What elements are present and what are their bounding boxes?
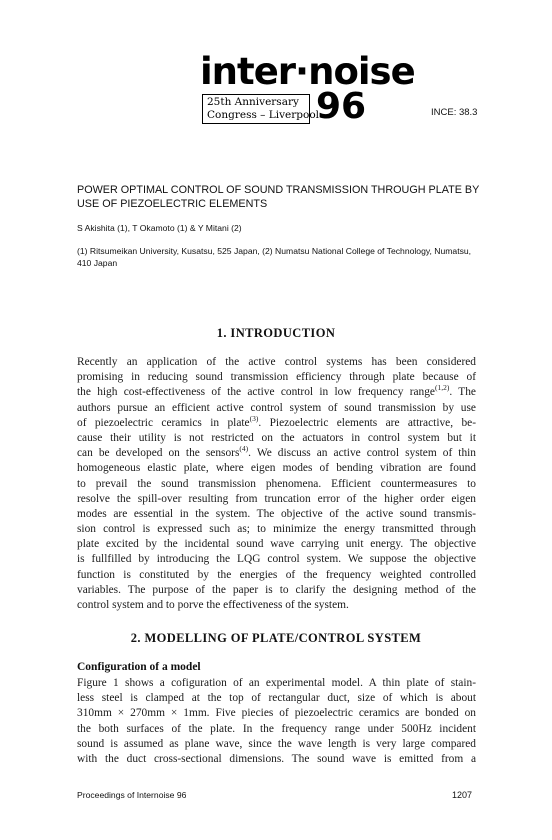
paper-affiliation: (1) Ritsumeikan University, Kusatsu, 525 Japan, (2) Numatsu National College of Technology, Numatsu, 410 Japan: [77, 246, 472, 268]
text-line: with the duct cross-sectional dimensions. The sound wave is emitted from a: [77, 752, 476, 765]
text-line: authors pursue an efficient active control system of sound transmission by use: [77, 401, 476, 414]
logo-year: 96: [316, 86, 367, 127]
text-line: homogeneous elastic plate, where eigen modes of bending vibration are found: [77, 462, 476, 475]
text-line: function is constituted by the energies of the frequency weighted controlled: [77, 568, 476, 581]
text-line: Recently an application of the active control systems has been considered: [77, 356, 476, 368]
modelling-paragraph: [77, 676, 476, 767]
text-line: promising in reducing sound transmission efficiency through plate because of: [77, 371, 476, 384]
text-line: less steel is clamped at the top of rectangular duct, size of which is about: [77, 692, 476, 705]
citation: (1,2): [434, 383, 450, 393]
text-line: control system and to porve the effectiveness of the system.: [77, 599, 349, 611]
paper-authors: S Akishita (1), T Okamoto (1) & Y Mitani (2): [77, 223, 242, 233]
text-line: cause their utility is not restricted on the actuators in control system but it: [77, 431, 476, 444]
text-line: plate excited by the incidental sound wave carrying unit energy. The objective: [77, 538, 476, 551]
text-line: Figure 1 shows a cofiguration of an experimental model. A thin plate of stain-: [77, 677, 476, 689]
text-line: the high cost-effectiveness of the active control in low frequency range$^{(1,2)}$. The: [77, 383, 476, 399]
text-line: modes are essential in the system. The objective of the active sound transmis-: [77, 507, 476, 520]
page-number: 1207: [452, 790, 473, 800]
logo-wordmark: inter·noise: [200, 50, 415, 93]
text-line: 310mm × 270mm × 1mm. Five piecies of piezoelectric ceramics are bonded on: [77, 707, 476, 720]
logo-box-line2: Congress – Liverpool: [207, 109, 319, 121]
text-line: can be developed on the sensors$^{(4)}$. We discuss an active control system of thin: [77, 444, 476, 460]
section-heading-modelling: 2. MODELLING OF PLATE/CONTROL SYSTEM: [130, 631, 422, 645]
logo-anniversary-box: [202, 94, 319, 124]
introduction-paragraph: [77, 355, 476, 613]
text-line: resolve the spill-over resulting from truncation error of the higher order eigen: [77, 492, 476, 505]
paper-title: POWER OPTIMAL CONTROL OF SOUND TRANSMISSION THROUGH PLATE BY USE OF PIEZOELECTRIC ELEMENTS: [77, 184, 480, 210]
internoise-logo: [200, 50, 415, 130]
citation: (4): [239, 444, 249, 454]
text-line: to prevail the sound transmission phenomena. Efficient countermeasures to: [77, 477, 476, 490]
text-line: the both surfaces of the plate. In the frequency range under 500Hz incident: [77, 722, 476, 735]
section-heading-introduction: 1. INTRODUCTION: [216, 326, 336, 340]
text-line: sion control is expressed such as; to minimize the energy transmitted through: [77, 523, 476, 536]
text-line: is fullfilled by introducing the LQG control system. We suppose the objective: [77, 553, 476, 566]
logo-box-line1: 25th Anniversary: [207, 96, 299, 108]
citation: (3): [249, 413, 259, 423]
paper-reference: INCE: 38.3: [431, 107, 478, 118]
footer-proceedings: Proceedings of Internoise 96: [77, 790, 187, 800]
subsection-heading: Configuration of a model: [77, 661, 201, 673]
text-line: sound is assumed as plane wave, since the wave length is very large compared: [77, 737, 476, 750]
text-line: of piezoelectric ceramics in plate$^{(3)}$. Piezoelectric elements are attractive, be-: [77, 413, 476, 429]
text-line: variables. The purpose of the paper is to clarify the designing method of the: [77, 583, 476, 596]
